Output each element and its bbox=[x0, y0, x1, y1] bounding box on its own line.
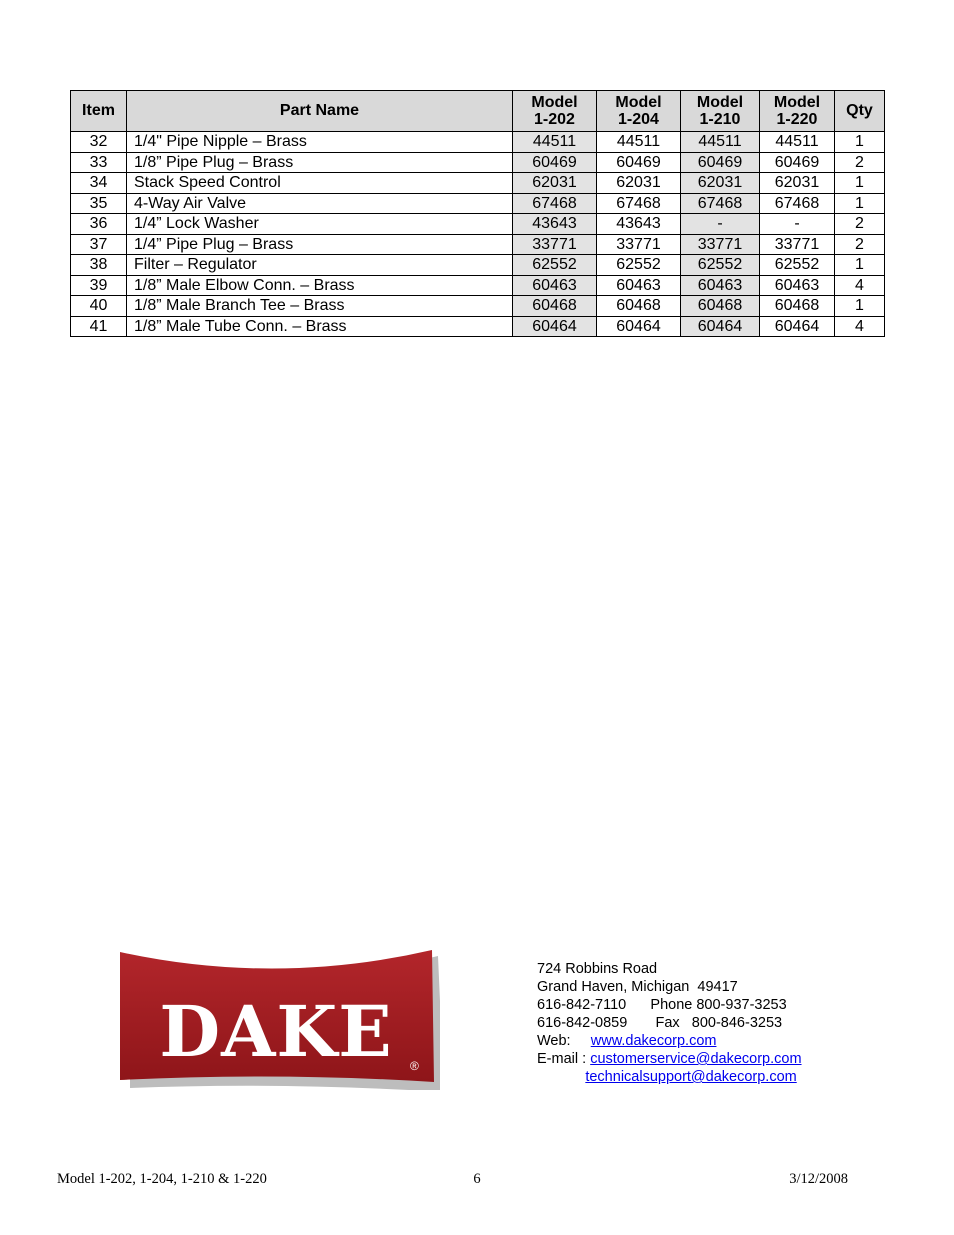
logo-wordmark: DAKE bbox=[159, 990, 393, 1073]
header-model-1-204: Model 1-204 bbox=[597, 91, 681, 132]
cell-item: 32 bbox=[71, 132, 127, 153]
cell-qty: 2 bbox=[835, 234, 885, 255]
cell-qty: 2 bbox=[835, 214, 885, 235]
phone-local: 616-842-7110 bbox=[537, 997, 627, 1013]
cell-model-1-204: 67468 bbox=[597, 193, 681, 214]
cell-item: 41 bbox=[71, 316, 127, 337]
cell-item: 39 bbox=[71, 275, 127, 296]
cell-part-name: 1/4" Pipe Nipple – Brass bbox=[127, 132, 513, 153]
cell-part-name: 1/8” Male Branch Tee – Brass bbox=[127, 296, 513, 317]
cell-model-1-204: 43643 bbox=[597, 214, 681, 235]
cell-part-name: 1/8” Pipe Plug – Brass bbox=[127, 152, 513, 173]
cell-model-1-210: 44511 bbox=[681, 132, 760, 153]
cell-model-1-210: 62031 bbox=[681, 173, 760, 194]
website-link[interactable]: www.dakecorp.com bbox=[590, 1033, 717, 1049]
cell-model-1-210: - bbox=[681, 214, 760, 235]
cell-model-1-204: 62552 bbox=[597, 255, 681, 276]
cell-model-1-202: 44511 bbox=[513, 132, 597, 153]
cell-model-1-210: 33771 bbox=[681, 234, 760, 255]
table-row bbox=[71, 275, 885, 296]
cell-model-1-220: 33771 bbox=[760, 234, 835, 255]
cell-model-1-220: 60468 bbox=[760, 296, 835, 317]
street-address: 724 Robbins Road bbox=[537, 961, 658, 977]
cell-part-name: 1/4” Pipe Plug – Brass bbox=[127, 234, 513, 255]
cell-model-1-210: 60468 bbox=[681, 296, 760, 317]
cell-part-name: Filter – Regulator bbox=[127, 255, 513, 276]
cell-model-1-210: 60469 bbox=[681, 152, 760, 173]
cell-model-1-204: 60463 bbox=[597, 275, 681, 296]
registered-mark: ® bbox=[410, 1059, 419, 1073]
cell-qty: 2 bbox=[835, 152, 885, 173]
cell-model-1-202: 62031 bbox=[513, 173, 597, 194]
cell-model-1-220: 62031 bbox=[760, 173, 835, 194]
cell-part-name: 1/4” Lock Washer bbox=[127, 214, 513, 235]
cell-model-1-204: 62031 bbox=[597, 173, 681, 194]
cell-item: 33 bbox=[71, 152, 127, 173]
header-model-1-220: Model 1-220 bbox=[760, 91, 835, 132]
customerservice-email-link[interactable]: customerservice@dakecorp.com bbox=[590, 1051, 802, 1067]
phone-tollfree: Phone 800-937-3253 bbox=[650, 997, 787, 1013]
cell-part-name: 1/8” Male Tube Conn. – Brass bbox=[127, 316, 513, 337]
cell-qty: 1 bbox=[835, 132, 885, 153]
cell-model-1-210: 60464 bbox=[681, 316, 760, 337]
cell-part-name: 1/8” Male Elbow Conn. – Brass bbox=[127, 275, 513, 296]
table-row bbox=[71, 173, 885, 194]
cell-model-1-204: 60469 bbox=[597, 152, 681, 173]
technicalsupport-email-link[interactable]: technicalsupport@dakecorp.com bbox=[585, 1069, 797, 1085]
table-row bbox=[71, 193, 885, 214]
cell-part-name: Stack Speed Control bbox=[127, 173, 513, 194]
cell-model-1-220: 44511 bbox=[760, 132, 835, 153]
cell-item: 36 bbox=[71, 214, 127, 235]
cell-item: 34 bbox=[71, 173, 127, 194]
table-row bbox=[71, 255, 885, 276]
cell-item: 35 bbox=[71, 193, 127, 214]
cell-model-1-202: 60464 bbox=[513, 316, 597, 337]
cell-model-1-202: 60469 bbox=[513, 152, 597, 173]
header-qty: Qty bbox=[835, 91, 885, 132]
cell-model-1-202: 67468 bbox=[513, 193, 597, 214]
cell-model-1-204: 60464 bbox=[597, 316, 681, 337]
cell-item: 40 bbox=[71, 296, 127, 317]
cell-item: 38 bbox=[71, 255, 127, 276]
cell-qty: 1 bbox=[835, 255, 885, 276]
cell-model-1-220: 60469 bbox=[760, 152, 835, 173]
dake-logo bbox=[118, 950, 440, 1090]
header-model-1-202: Model 1-202 bbox=[513, 91, 597, 132]
table-row bbox=[71, 316, 885, 337]
email-label: E-mail : bbox=[537, 1051, 587, 1067]
table-header-row bbox=[71, 91, 885, 132]
header-item: Item bbox=[71, 91, 127, 132]
cell-qty: 4 bbox=[835, 316, 885, 337]
parts-table bbox=[70, 90, 885, 337]
cell-model-1-220: 60464 bbox=[760, 316, 835, 337]
table-row bbox=[71, 152, 885, 173]
cell-model-1-210: 67468 bbox=[681, 193, 760, 214]
cell-model-1-220: 67468 bbox=[760, 193, 835, 214]
cell-qty: 1 bbox=[835, 193, 885, 214]
cell-part-name: 4-Way Air Valve bbox=[127, 193, 513, 214]
contact-block bbox=[537, 960, 802, 1086]
cell-model-1-202: 60468 bbox=[513, 296, 597, 317]
city-address: Grand Haven, Michigan 49417 bbox=[537, 979, 738, 995]
table-row bbox=[71, 234, 885, 255]
cell-model-1-202: 62552 bbox=[513, 255, 597, 276]
cell-model-1-204: 60468 bbox=[597, 296, 681, 317]
fax-local: 616-842-0859 bbox=[537, 1015, 628, 1031]
header-model-1-210: Model 1-210 bbox=[681, 91, 760, 132]
cell-model-1-202: 60463 bbox=[513, 275, 597, 296]
table-row bbox=[71, 296, 885, 317]
header-part-name: Part Name bbox=[127, 91, 513, 132]
cell-item: 37 bbox=[71, 234, 127, 255]
fax-tollfree: Fax 800-846-3253 bbox=[655, 1015, 783, 1031]
footer-date: 3/12/2008 bbox=[789, 1171, 848, 1187]
table-row bbox=[71, 132, 885, 153]
cell-model-1-210: 60463 bbox=[681, 275, 760, 296]
table-row bbox=[71, 214, 885, 235]
cell-model-1-220: 60463 bbox=[760, 275, 835, 296]
cell-model-1-220: 62552 bbox=[760, 255, 835, 276]
cell-model-1-204: 44511 bbox=[597, 132, 681, 153]
footer-model-text: Model 1-202, 1-204, 1-210 & 1-220 bbox=[57, 1171, 267, 1187]
footer-page-number: 6 bbox=[473, 1171, 481, 1187]
cell-qty: 4 bbox=[835, 275, 885, 296]
cell-model-1-210: 62552 bbox=[681, 255, 760, 276]
cell-model-1-202: 33771 bbox=[513, 234, 597, 255]
cell-model-1-204: 33771 bbox=[597, 234, 681, 255]
cell-qty: 1 bbox=[835, 296, 885, 317]
cell-model-1-202: 43643 bbox=[513, 214, 597, 235]
cell-model-1-220: - bbox=[760, 214, 835, 235]
web-label: Web: bbox=[537, 1033, 571, 1049]
cell-qty: 1 bbox=[835, 173, 885, 194]
